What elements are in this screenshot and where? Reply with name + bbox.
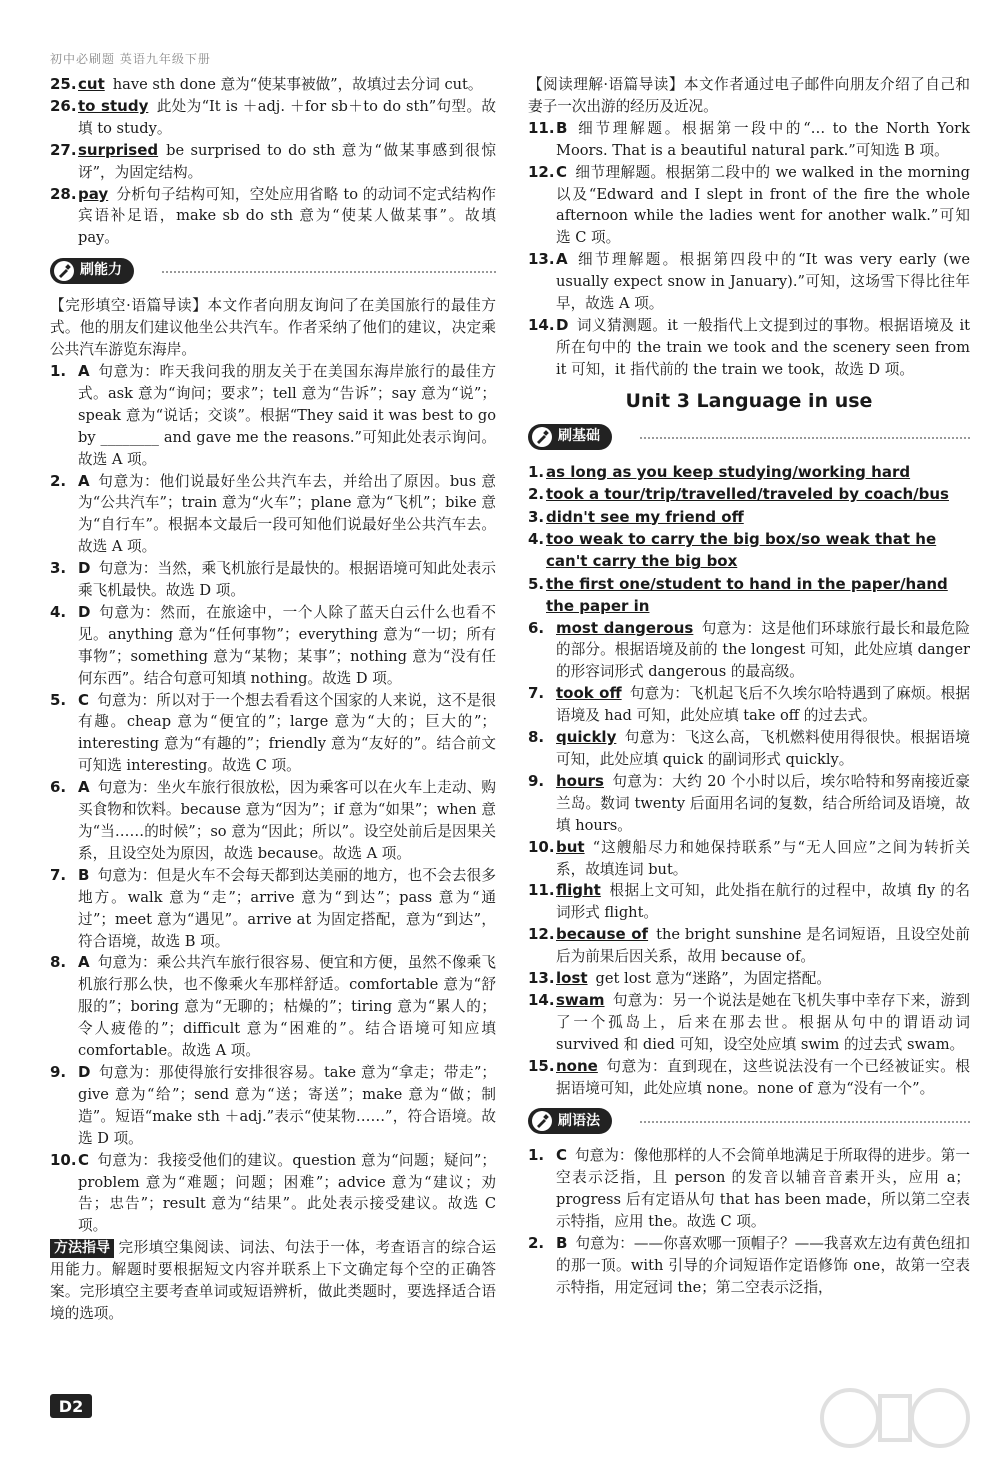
- answer-item: [50, 602, 496, 690]
- item-number: 26.: [50, 96, 77, 115]
- item-number: 8.: [528, 728, 545, 747]
- item-number: 11.: [528, 118, 555, 137]
- item-answer: because of: [556, 925, 649, 944]
- item-explanation: 句意为：他们说最好坐公共汽车去，并给出了原因。bus 意为“公共汽车”；train 意为“火车”；plane 意为“飞机”；bike 意为“自行车”。根据本文最后一段可知他们说最好坐公共汽车去。故选 A 项。: [78, 472, 496, 556]
- method-tip: [50, 1237, 496, 1325]
- item-answer: didn't see my friend off: [546, 507, 744, 526]
- fill-answer-item: [528, 506, 970, 528]
- item-answer: the first one/student to hand in the paper/hand the paper in: [546, 574, 948, 616]
- item-number: 4.: [50, 602, 67, 621]
- item-number: 7.: [528, 684, 545, 703]
- item-explanation: 句意为：当然，乘飞机旅行是最快的。根据语境可知此处表示乘飞机最快。故选 D 项。: [78, 560, 496, 600]
- item-number: 5.: [50, 690, 67, 709]
- fill-answer-item: [528, 528, 970, 573]
- tip-badge: 方法指导: [50, 1239, 114, 1258]
- answer-item: [528, 683, 970, 727]
- item-explanation: 分析句子结构可知，空处应用省略 to 的动词不定式结构作宾语补足语，make sb do sth 意为“使某人做某事”。故填 pay。: [78, 185, 496, 247]
- answer-list-reading: [528, 118, 970, 381]
- item-explanation: be surprised to do sth 意为“做某事感到很惊讶”，为固定结构。: [78, 141, 496, 181]
- item-answer: A: [556, 250, 568, 269]
- answer-item: [528, 249, 970, 315]
- answer-item: [50, 690, 496, 778]
- item-number: 28.: [50, 184, 77, 203]
- answer-item: [528, 727, 970, 771]
- section-title: 刷基础: [558, 427, 600, 444]
- item-number: 6.: [50, 778, 67, 797]
- item-explanation: 句意为：但是火车不会每天都到达美丽的地方，也不会去很多地方。walk 意为“走”；arrive 意为“到达”；pass 意为“通过”；meet 意为“遇见”。arrive at 为固定搭配，意为“到达”，符合语境，故选 B 项。: [78, 866, 496, 950]
- passage-intro: 【完形填空·语篇导读】本文作者向朋友询问了在美国旅行的最佳方式。他的朋友们建议他坐公共汽车。作者采纳了他们的建议，决定乘公共汽车游览东海岸。: [50, 297, 496, 359]
- answer-item: [50, 1062, 496, 1150]
- item-explanation: 根据上文可知，此处指在航行的过程中，故填 fly 的名词形式 flight。: [556, 882, 970, 922]
- item-answer: B: [556, 118, 568, 137]
- item-number: 10.: [528, 837, 555, 856]
- item-answer: surprised: [78, 140, 159, 159]
- item-number: 14.: [528, 315, 555, 334]
- item-explanation: the bright sunshine 是名词短语，且设空处前后为前果后因关系，故用 because of。: [556, 926, 970, 966]
- answer-item: [528, 837, 970, 881]
- answer-item: [528, 880, 970, 924]
- dotted-divider: [640, 437, 970, 439]
- page-number: D2: [50, 1394, 92, 1418]
- section-badge: [50, 258, 134, 284]
- item-answer: took off: [556, 684, 622, 703]
- item-answer: A: [78, 953, 90, 972]
- section-header-basic: [528, 423, 970, 453]
- answer-item: [50, 952, 496, 1062]
- left-column: [50, 74, 496, 1325]
- item-explanation: get lost 意为“迷路”，为固定搭配。: [595, 970, 831, 988]
- item-number: 6.: [528, 618, 545, 637]
- item-answer: took a tour/trip/travelled/traveled by coach/bus: [546, 485, 949, 504]
- item-number: 14.: [528, 990, 555, 1009]
- item-answer: A: [78, 778, 90, 797]
- item-number: 7.: [50, 865, 67, 884]
- item-answer: D: [78, 559, 91, 578]
- item-number: 9.: [50, 1062, 67, 1081]
- unit-title: Unit 3 Language in use: [625, 389, 873, 412]
- answer-item: [528, 968, 970, 990]
- right-column: [528, 74, 970, 1299]
- item-answer: A: [78, 361, 90, 380]
- answer-item: [50, 361, 496, 471]
- item-answer: to study: [78, 96, 149, 115]
- item-answer: none: [556, 1056, 598, 1075]
- answer-item: [50, 74, 496, 96]
- item-answer: quickly: [556, 728, 617, 747]
- answer-item: [50, 471, 496, 559]
- item-answer: C: [78, 1150, 90, 1169]
- brush-icon: [532, 427, 552, 447]
- item-number: 12.: [528, 162, 555, 181]
- item-explanation: 细节理解题。根据第一段中的“… to the North York Moors. That is a beautiful natural park.”可知选 B 项。: [556, 119, 970, 159]
- answer-item: [528, 1233, 970, 1299]
- item-answer: most dangerous: [556, 618, 694, 637]
- answer-item: [528, 924, 970, 968]
- item-answer: as long as you keep studying/working hard: [546, 462, 911, 481]
- item-number: 3.: [50, 559, 67, 578]
- item-explanation: 句意为：——你喜欢哪一顶帽子？——我喜欢左边有黄色纽扣的那一顶。with 引导的介词短语作定语修饰 one，故第一空表示特指，用定冠词 the；第二空表示泛指，: [556, 1235, 970, 1296]
- item-answer: C: [78, 690, 90, 709]
- item-number: 9.: [528, 771, 545, 790]
- answer-item: [50, 140, 496, 184]
- item-explanation: 句意为：另一个说法是她在飞机失事中幸存下来，游到了一个孤岛上，后来在那去世。根据从句中的谓语动词 survived 和 died 可知，设空处应填 swim 的过去式 swam。: [556, 991, 970, 1053]
- answer-list-top: [50, 74, 496, 249]
- item-explanation: have sth done 意为“使某事被做”，故填过去分词 cut。: [112, 76, 483, 93]
- item-answer: A: [78, 471, 90, 490]
- answer-item: [528, 315, 970, 381]
- answer-item: [50, 184, 496, 250]
- watermark-logo: [810, 1382, 980, 1462]
- dotted-divider: [640, 1121, 970, 1123]
- answer-item: [50, 96, 496, 140]
- answer-item: [528, 618, 970, 684]
- answer-item: [528, 1145, 970, 1233]
- answer-item: [528, 771, 970, 837]
- section-badge: [528, 424, 612, 450]
- item-explanation: 句意为：我接受他们的建议。question 意为“问题；疑问”；problem 意为“难题；问题；困难”；advice 意为“建议；劝告；忠告”；result 意为“结果”。此处表示接受建议。故选 C 项。: [78, 1151, 496, 1235]
- item-answer: cut: [78, 75, 105, 93]
- brush-icon: [532, 1111, 552, 1131]
- fill-answer-list: [528, 461, 970, 618]
- item-number: 8.: [50, 953, 67, 972]
- section-header-grammar: [528, 1107, 970, 1137]
- item-answer: pay: [78, 184, 109, 203]
- fill-answer-item: [528, 483, 970, 505]
- item-explanation: 细节理解题。根据第四段中的“It was very early (we usually expect snow in January).”可知，这场雪下得比往年早，故选 A 项。: [556, 251, 970, 313]
- tip-text: 完形填空集阅读、词法、句法于一体，考查语言的综合运用能力。解题时要根据短文内容并联系上下文确定每个空的正确答案。完形填空主要考查单词或短语辨析，做此类题时，要选择适合语境的选项。: [50, 1239, 496, 1322]
- item-explanation: “这艘船尽力和她保持联系”与“无人回应”之间为转折关系，故填连词 but。: [556, 838, 970, 878]
- answer-list-cloze: [50, 361, 496, 1237]
- answer-item: [528, 1056, 970, 1100]
- item-answer: too weak to carry the big box/so weak that he can't carry the big box: [546, 529, 937, 571]
- item-number: 25.: [50, 75, 77, 93]
- item-answer: C: [556, 162, 568, 181]
- item-number: 2.: [528, 485, 545, 504]
- item-answer: lost: [556, 969, 588, 988]
- item-answer: hours: [556, 771, 604, 790]
- item-explanation: 词义猜测题。it 一般指代上文提到过的事物。根据语境及 it 所在句中的 the train we took and the scenery seen from it 可知，it 指代前的 the train we took，故选 D 项。: [556, 316, 970, 378]
- item-number: 5.: [528, 574, 545, 593]
- dotted-divider: [162, 271, 496, 273]
- item-explanation: 细节理解题。根据第二段中的 we walked in the morning 以及“Edward and I slept in front of the fire the whole afternoon while the ladies went for another walk.”可知选 C 项。: [556, 163, 970, 247]
- item-explanation: 句意为：这是他们环球旅行最长和最危险的部分。根据语境及前的 the longest 可知，此处应填 danger 的形容词形式 dangerous 的最高级。: [556, 619, 970, 681]
- item-number: 1.: [528, 1146, 545, 1165]
- brush-icon: [54, 261, 74, 281]
- item-explanation: 句意为：直到现在，这些说法没有一个已经被证实。根据语境可知，此处应填 none。none of 意为“没有一个”。: [556, 1057, 970, 1097]
- item-answer: D: [78, 602, 91, 621]
- section-badge: [528, 1108, 612, 1134]
- item-explanation: 句意为：飞机起飞后不久埃尔哈特遇到了麻烦。根据语境及 had 可知，此处应填 take off 的过去式。: [556, 685, 970, 725]
- answer-list-grammar: [528, 1145, 970, 1298]
- item-explanation: 句意为：坐火车旅行很放松，因为乘客可以在火车上走动、购买食物和饮料。because 意为“因为”；if 意为“如果”；when 意为“当……的时候”；so 意为“因此；所以”。设空处前后是因果关系，且设空处为原因，故选 because。故选 A 项。: [78, 779, 496, 862]
- section-title: 刷能力: [80, 262, 122, 279]
- item-number: 1.: [50, 361, 67, 380]
- item-number: 10.: [50, 1150, 77, 1169]
- item-number: 1.: [528, 462, 545, 481]
- item-explanation: 句意为：像他那样的人不会简单地满足于所取得的进步。第一空表示泛指，且 person 的发音以辅音音素开头，应用 a；progress 后有定语从句 that has been made，所以第二空表示特指，应用 the。故选 C 项。: [556, 1147, 970, 1231]
- answer-item: [50, 1150, 496, 1238]
- item-answer: B: [78, 865, 90, 884]
- item-explanation: 此处为“It is ＋adj. ＋for sb＋to do sth”句型。故填 to study。: [78, 97, 496, 137]
- page-header: 初中必刷题 英语九年级下册: [50, 52, 211, 66]
- item-answer: C: [556, 1146, 568, 1165]
- item-answer: D: [556, 315, 569, 334]
- answer-item: [528, 162, 970, 250]
- answer-item: [528, 990, 970, 1056]
- item-explanation: 句意为：那使得旅行安排很容易。take 意为“拿走；带走”；give 意为“给”；send 意为“送；寄送”；make 意为“做；制造”。短语“make sth ＋adj.”表示“使某物……”，符合语境。故选 D 项。: [78, 1063, 496, 1147]
- reading-intro: 【阅读理解·语篇导读】本文作者通过电子邮件向朋友介绍了自己和妻子一次出游的经历及近况。: [528, 76, 970, 115]
- item-number: 3.: [528, 507, 545, 526]
- item-number: 15.: [528, 1056, 555, 1075]
- item-explanation: 句意为：昨天我问我的朋友关于在美国东海岸旅行的最佳方式。ask 意为“询问；要求”；tell 意为“告诉”；say 意为“说”；speak 意为“说话；交谈”。根据“They said it was best to go by ________ and gave me the reasons.”可知此处表示询问。故选 A 项。: [78, 362, 496, 468]
- item-number: 4.: [528, 529, 545, 548]
- answer-item: [528, 118, 970, 162]
- item-number: 13.: [528, 250, 555, 269]
- item-number: 2.: [528, 1234, 545, 1253]
- item-number: 27.: [50, 140, 77, 159]
- item-explanation: 句意为：然而，在旅途中，一个人除了蓝天白云什么也看不见。anything 意为“任何事物”；everything 意为“一切；所有事物”；something 意为“某物；某事”；nothing 意为“没有任何东西”。结合句意可知填 nothing。故选 D 项。: [78, 603, 496, 687]
- item-answer: flight: [556, 881, 601, 900]
- fill-answer-item: [528, 461, 970, 483]
- item-number: 11.: [528, 881, 555, 900]
- item-explanation: 句意为：乘公共汽车旅行很容易、便宜和方便，虽然不像乘飞机旅行那么快，也不像乘火车那样舒适。comfortable 意为“舒服的”；boring 意为“无聊的；枯燥的”；tiring 意为“累人的；令人疲倦的”；difficult 意为“困难的”。结合语境可知应填 comfortable。故选 A 项。: [78, 954, 496, 1060]
- item-number: 2.: [50, 471, 67, 490]
- item-explanation: 句意为：大约 20 个小时以后，埃尔哈特和努南接近豪兰岛。数词 twenty 后面用名词的复数，结合所给词及语境，故填 hours。: [556, 772, 970, 834]
- answer-list-words: [528, 618, 970, 1100]
- item-answer: but: [556, 837, 585, 856]
- answer-item: [50, 865, 496, 953]
- section-title: 刷语法: [558, 1112, 600, 1129]
- item-number: 13.: [528, 969, 555, 988]
- item-answer: B: [556, 1234, 568, 1253]
- item-explanation: 句意为：飞这么高，飞机燃料使用得很快。根据语境可知，此处应填 quick 的副词形式 quickly。: [556, 729, 970, 768]
- item-explanation: 句意为：所以对于一个想去看看这个国家的人来说，这不是很有趣。cheap 意为“便宜的”；large 意为“大的；巨大的”；interesting 意为“有趣的”；friendly 意为“友好的”。结合前文可知选 interesting。故选 C 项。: [78, 691, 496, 775]
- section-header-ability: [50, 257, 496, 287]
- item-answer: D: [78, 1062, 91, 1081]
- answer-item: [50, 777, 496, 865]
- item-number: 12.: [528, 925, 555, 944]
- item-answer: swam: [556, 990, 605, 1009]
- fill-answer-item: [528, 573, 970, 618]
- answer-item: [50, 558, 496, 602]
